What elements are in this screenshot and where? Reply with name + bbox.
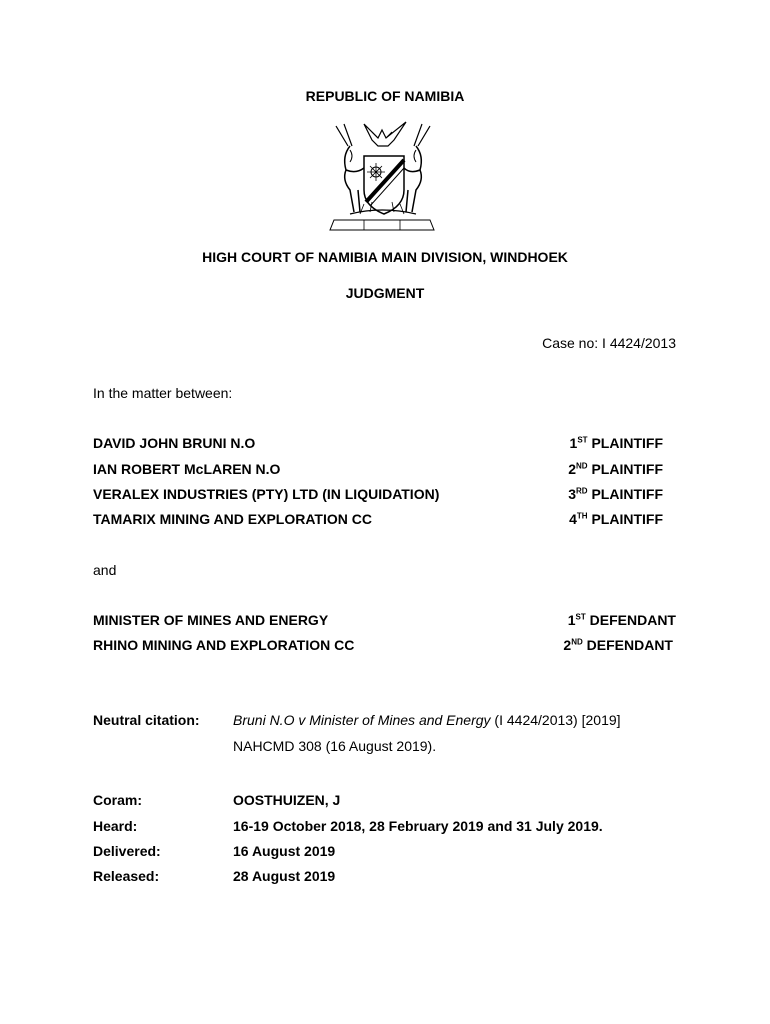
defendant-name: MINISTER OF MINES AND ENERGY [93,612,329,628]
plaintiff-role: 1ST PLAINTIFF [569,435,663,451]
heard-label: Heard: [93,818,138,834]
plaintiff-name: IAN ROBERT McLAREN N.O [93,461,281,477]
plaintiff-name: VERALEX INDUSTRIES (PTY) LTD (IN LIQUIDATION) [93,486,440,502]
defendant-name: RHINO MINING AND EXPLORATION CC [93,637,355,653]
citation-label: Neutral citation: [93,712,200,728]
republic-heading: REPUBLIC OF NAMIBIA [305,88,465,104]
defendant-role: 2ND DEFENDANT [563,637,673,653]
plaintiff-name: DAVID JOHN BRUNI N.O [93,435,256,451]
defendant-role: 1ST DEFENDANT [567,612,676,628]
case-number: Case no: I 4424/2013 [542,335,676,351]
judgment-heading: JUDGMENT [345,285,425,301]
coat-of-arms-icon [320,116,445,236]
coram-label: Coram: [93,792,143,808]
matter-intro: In the matter between: [93,385,233,401]
released-label: Released: [93,868,160,884]
delivered-value: 16 August 2019 [233,843,336,859]
delivered-label: Delivered: [93,843,161,859]
and-text: and [93,562,117,578]
heard-value: 16-19 October 2018, 28 February 2019 and 31 July 2019. [233,818,603,834]
plaintiff-role: 4TH PLAINTIFF [569,511,663,527]
plaintiff-name: TAMARIX MINING AND EXPLORATION CC [93,511,372,527]
citation-text: Bruni N.O v Minister of Mines and Energy (I 4424/2013) [2019] [233,712,621,728]
plaintiff-role: 3RD PLAINTIFF [568,486,663,502]
coram-value: OOSTHUIZEN, J [233,792,341,808]
citation-text-line2: NAHCMD 308 (16 August 2019). [233,738,437,754]
court-heading: HIGH COURT OF NAMIBIA MAIN DIVISION, WINDHOEK [202,249,568,265]
plaintiff-role: 2ND PLAINTIFF [568,461,663,477]
released-value: 28 August 2019 [233,868,336,884]
